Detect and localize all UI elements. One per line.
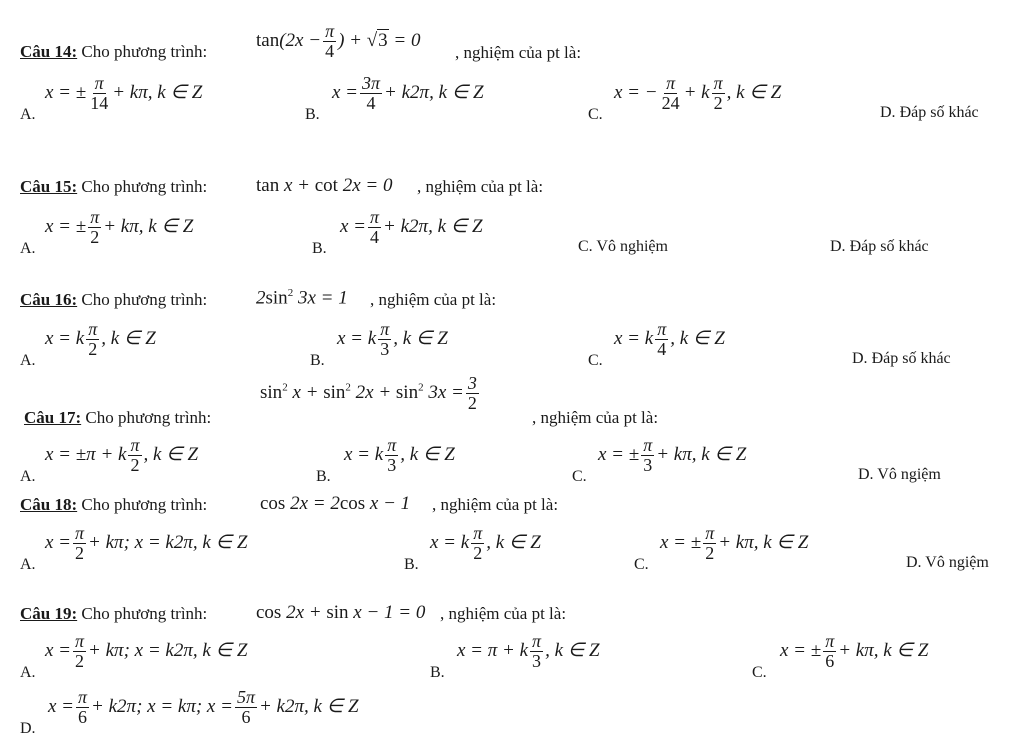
question-17-suffix: , nghiệm của pt là: <box>532 408 659 427</box>
question-18-label: Câu 18: <box>20 495 78 514</box>
question-19-suffix: , nghiệm của pt là: <box>440 604 567 623</box>
question-16-intro: Cho phương trình: <box>81 290 208 309</box>
q15-option-d-text: Đáp số khác <box>849 238 929 255</box>
q17-option-c-value[interactable]: x = ± $\frac{\pi}{3}$ + kπ, k ∈ Z <box>598 435 747 475</box>
question-15-stem <box>20 177 207 197</box>
q14-option-b-value[interactable]: x = $\frac{3\pi}{4}$ + k2π, k ∈ Z <box>332 73 484 113</box>
question-14-label: Câu 14: <box>20 42 78 61</box>
q17-option-d-text: Vô ngiệm <box>877 466 941 483</box>
q19-option-b-letter[interactable]: B. <box>430 664 445 681</box>
q15-option-d[interactable] <box>830 238 929 256</box>
q14-option-c-value[interactable]: x = − $\frac{\pi}{24}$ + k $\frac{\pi}{2}$ , k ∈ Z <box>614 73 782 113</box>
q18-option-c-value[interactable]: x = ± $\frac{\pi}{2}$ + kπ, k ∈ Z <box>660 523 809 563</box>
q15-option-b-letter[interactable]: B. <box>312 240 327 257</box>
question-18-stem <box>20 495 207 515</box>
q18-option-b-value[interactable]: x = k $\frac{\pi}{2}$ , k ∈ Z <box>430 523 541 563</box>
q19-option-c-letter[interactable]: C. <box>752 664 767 681</box>
q19-option-a-letter[interactable]: A. <box>20 664 36 681</box>
question-19-label: Câu 19: <box>20 604 78 623</box>
q17-option-b-letter[interactable]: B. <box>316 468 331 485</box>
question-18-equation: cos 2x = 2cos x − 1 <box>260 493 411 514</box>
q15-option-a-letter[interactable]: A. <box>20 240 36 257</box>
question-19-equation: cos 2x + sin x − 1 = 0 <box>256 602 426 623</box>
q16-option-d[interactable] <box>852 350 951 368</box>
q19-option-b-value[interactable]: x = π + k $\frac{\pi}{3}$ , k ∈ Z <box>457 631 600 671</box>
q18-option-d-letter: D. <box>906 554 922 571</box>
question-15-suffix: , nghiệm của pt là: <box>417 177 544 196</box>
question-17-label: Câu 17: <box>24 408 82 427</box>
question-16-stem <box>20 290 207 310</box>
q15-option-c[interactable] <box>578 238 668 256</box>
q16-option-a-letter[interactable]: A. <box>20 352 36 369</box>
q14-option-d-text: Đáp số khác <box>899 104 979 121</box>
question-14-equation: tan(2x − $\frac{\pi}{4}$ ) + √3 = 0 <box>256 21 421 61</box>
question-14-stem <box>20 42 207 62</box>
question-16-suffix: , nghiệm của pt là: <box>370 290 497 309</box>
q15-option-a-value[interactable]: x = ± $\frac{\pi}{2}$ + kπ, k ∈ Z <box>45 207 194 247</box>
q17-option-a-value[interactable]: x = ±π + k $\frac{\pi}{2}$ , k ∈ Z <box>45 435 199 475</box>
q16-option-d-letter: D. <box>852 350 868 367</box>
q15-option-c-text: Vô nghiệm <box>596 238 668 255</box>
q17-option-c-letter[interactable]: C. <box>572 468 587 485</box>
question-18-suffix: , nghiệm của pt là: <box>432 495 559 514</box>
q14-option-d-letter: D. <box>880 104 896 121</box>
question-19-intro: Cho phương trình: <box>81 604 208 623</box>
q17-option-d[interactable] <box>858 466 941 484</box>
q18-option-a-value[interactable]: x = $\frac{\pi}{2}$ + kπ; x = k2π, k ∈ Z <box>45 523 248 563</box>
question-14-suffix: , nghiệm của pt là: <box>455 43 582 62</box>
q15-option-d-letter: D. <box>830 238 846 255</box>
q14-option-b-letter[interactable]: B. <box>305 106 320 123</box>
q15-option-c-letter: C. <box>578 238 593 255</box>
q19-option-d-letter[interactable]: D. <box>20 720 36 737</box>
q16-option-d-text: Đáp số khác <box>871 350 951 367</box>
question-15-label: Câu 15: <box>20 177 78 196</box>
q16-option-c-value[interactable]: x = k $\frac{\pi}{4}$ , k ∈ Z <box>614 319 725 359</box>
question-17-stem <box>24 408 211 428</box>
q16-option-c-letter[interactable]: C. <box>588 352 603 369</box>
q19-option-c-value[interactable]: x = ± $\frac{\pi}{6}$ + kπ, k ∈ Z <box>780 631 929 671</box>
q17-option-d-letter: D. <box>858 466 874 483</box>
question-14-intro: Cho phương trình: <box>81 42 208 61</box>
q17-option-b-value[interactable]: x = k $\frac{\pi}{3}$ , k ∈ Z <box>344 435 455 475</box>
question-17-intro: Cho phương trình: <box>85 408 212 427</box>
q16-option-b-value[interactable]: x = k $\frac{\pi}{3}$ , k ∈ Z <box>337 319 448 359</box>
q19-option-a-value[interactable]: x = $\frac{\pi}{2}$ + kπ; x = k2π, k ∈ Z <box>45 631 248 671</box>
q14-option-c-letter[interactable]: C. <box>588 106 603 123</box>
q19-option-d-value[interactable]: x = $\frac{\pi}{6}$ + k2π; x = kπ; x = $\frac{5\pi}{6}$ + k2π, k ∈ Z <box>48 687 359 727</box>
q18-option-a-letter[interactable]: A. <box>20 556 36 573</box>
question-17-equation: $\sin^2 x + \sin^2 2x + \sin^2 3x$ = $\frac{3}{2}$ <box>260 373 477 413</box>
q16-option-a-value[interactable]: x = k $\frac{\pi}{2}$ , k ∈ Z <box>45 319 156 359</box>
question-16-equation: $2\sin^2$ 3x = 1 <box>256 287 348 309</box>
q14-option-d[interactable] <box>880 104 979 122</box>
q18-option-d-text: Vô ngiệm <box>925 554 989 571</box>
q14-option-a-letter[interactable]: A. <box>20 106 36 123</box>
question-19-stem <box>20 604 207 624</box>
q14-option-a-value[interactable]: x = ± $\frac{\pi}{14}$ + kπ, k ∈ Z <box>45 73 203 113</box>
q18-option-d[interactable] <box>906 554 989 572</box>
question-15-equation: tan x + cot 2x = 0 <box>256 175 393 196</box>
question-15-intro: Cho phương trình: <box>81 177 208 196</box>
q18-option-b-letter[interactable]: B. <box>404 556 419 573</box>
question-16-label: Câu 16: <box>20 290 78 309</box>
q15-option-b-value[interactable]: x = $\frac{\pi}{4}$ + k2π, k ∈ Z <box>340 207 483 247</box>
q17-option-a-letter[interactable]: A. <box>20 468 36 485</box>
question-18-intro: Cho phương trình: <box>81 495 208 514</box>
q16-option-b-letter[interactable]: B. <box>310 352 325 369</box>
q18-option-c-letter[interactable]: C. <box>634 556 649 573</box>
